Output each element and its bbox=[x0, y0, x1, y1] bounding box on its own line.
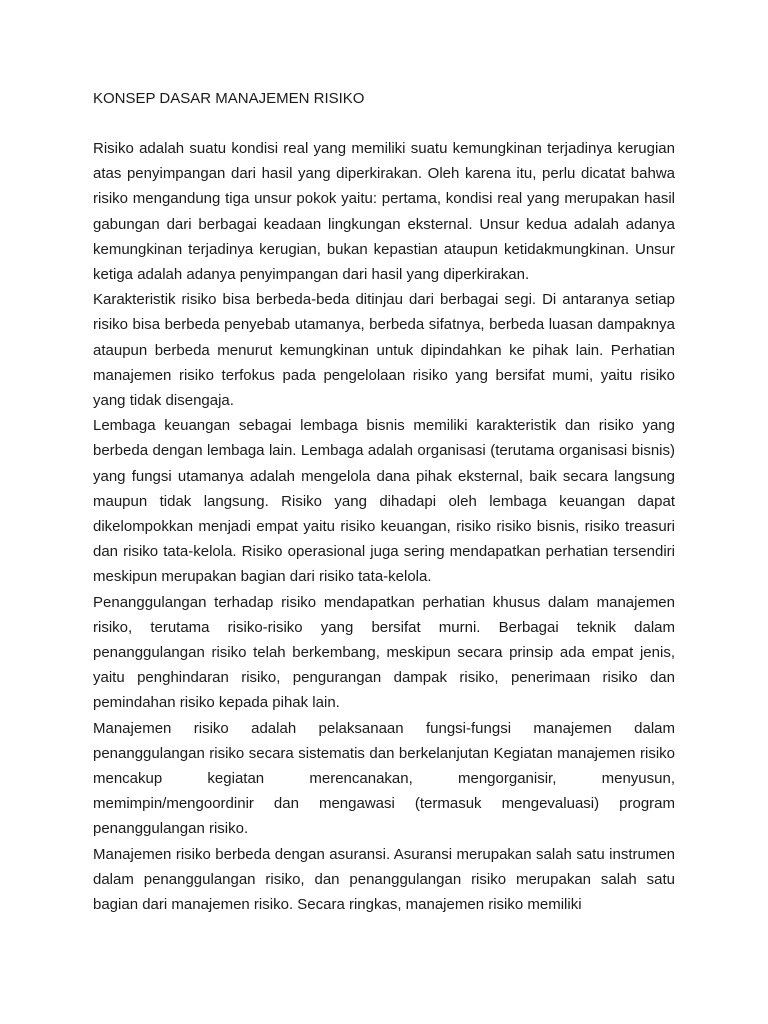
document-title: KONSEP DASAR MANAJEMEN RISIKO bbox=[93, 90, 365, 107]
document-body bbox=[93, 86, 675, 917]
paragraph-insurance: Manajemen risiko berbeda dengan asuransi. Asuransi merupakan salah satu instrumen dalam penanggulangan risiko, dan penanggulangan risiko merupakan salah satu bagian dari manajemen risiko. Secara ringkas, manajemen risiko memiliki bbox=[93, 845, 675, 914]
paragraph-financial-institutions: Lembaga keuangan sebagai lembaga bisnis memiliki karakteristik dan risiko yang berbeda dengan lembaga lain. Lembaga adalah organisasi (terutama organisasi bisnis) yang fungsi utamanya adalah mengelola dana pihak eksternal, baik secara langsung maupun tidak langsung. Risiko yang dihadapi oleh lembaga keuangan dapat dikelompokkan menjadi empat yaitu risiko keuangan, risiko risiko bisnis, risiko treasuri dan risiko tata-kelola. Risiko operasional juga sering mendapatkan perhatian tersendiri meskipun merupakan bagian dari risiko tata-kelola. bbox=[93, 417, 675, 586]
paragraph-risk-characteristics: Karakteristik risiko bisa berbeda-beda ditinjau dari berbagai segi. Di antaranya setiap risiko bisa berbeda penyebab utamanya, berbeda sifatnya, berbeda luasan dampaknya ataupun berbeda menurut kemungkinan untuk dipindahkan ke pihak lain. Perhatian manajemen risiko terfokus pada pengelolaan risiko yang bersifat mumi, yaitu risiko yang tidak disengaja. bbox=[93, 291, 675, 410]
paragraph-risk-management: Manajemen risiko adalah pelaksanaan fungsi-fungsi manajemen dalam penanggulangan risiko secara sistematis dan berkelanjutan Kegiatan manajemen risiko mencakup kegiatan merencanakan, mengorganisir, menyusun, memimpin/mengoordinir dan mengawasi (termasuk mengevaluasi) program penanggulangan risiko. bbox=[93, 719, 675, 838]
paragraph-risk-mitigation: Penanggulangan terhadap risiko mendapatkan perhatian khusus dalam manajemen risiko, terutama risiko-risiko yang bersifat murni. Berbagai teknik dalam penanggulangan risiko telah berkembang, meskipun secara prinsip ada empat jenis, yaitu penghindaran risiko, pengurangan dampak risiko, penerimaan risiko dan pemindahan risiko kepada pihak lain. bbox=[93, 593, 675, 712]
paragraph-risk-definition: Risiko adalah suatu kondisi real yang memiliki suatu kemungkinan terjadinya kerugian atas penyimpangan dari hasil yang diperkirakan. Oleh karena itu, perlu dicatat bahwa risiko mengandung tiga unsur pokok yaitu: pertama, kondisi real yang merupakan hasil gabungan dari berbagai keadaan lingkungan eksternal. Unsur kedua adalah adanya kemungkinan terjadinya kerugian, bukan kepastian ataupun ketidakmungkinan. Unsur ketiga adalah adanya penyimpangan dari hasil yang diperkirakan. bbox=[93, 140, 675, 284]
